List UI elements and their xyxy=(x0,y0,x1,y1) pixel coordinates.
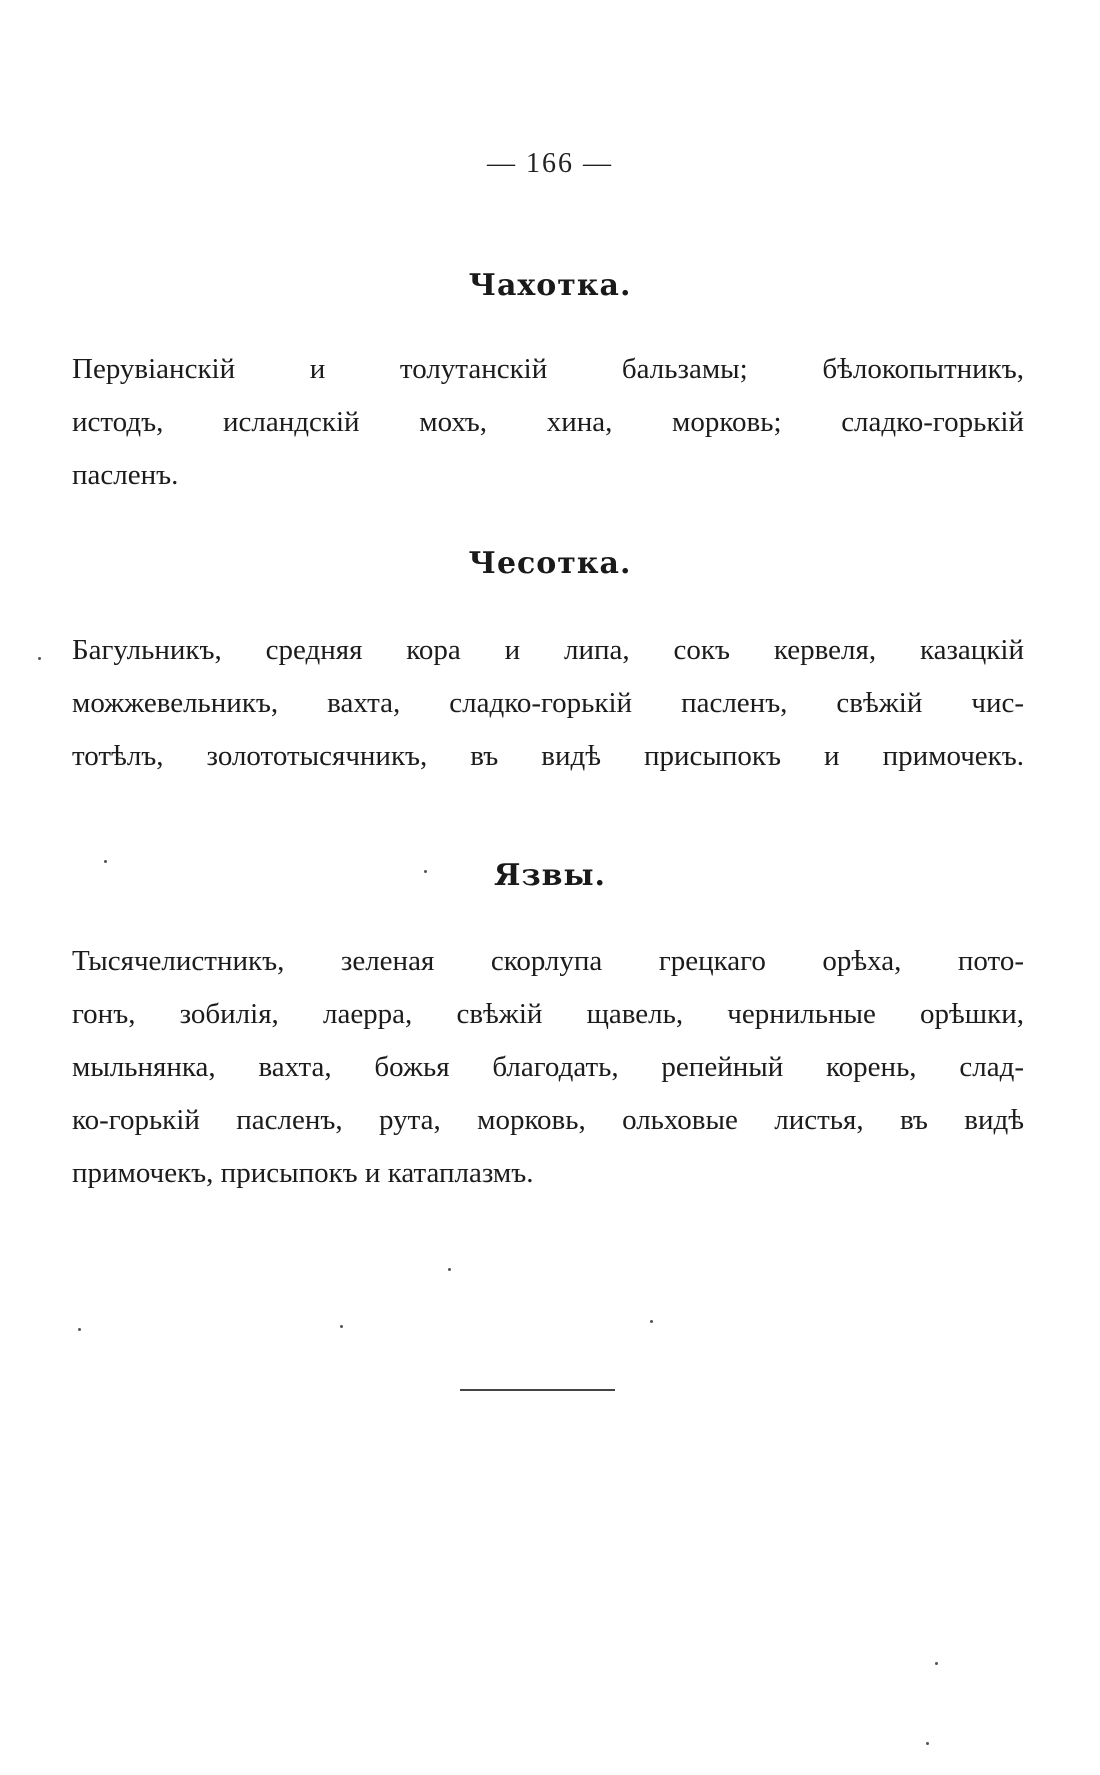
text-line: мыльнянка, вахта, божья благодать, репейный корень, слад- xyxy=(72,1051,1024,1083)
text-line: можжевельникъ, вахта, сладко-горькій пасленъ, свѣжій чис- xyxy=(72,687,1024,719)
text-line: истодъ, исландскій мохъ, хина, морковь; сладко-горькій xyxy=(72,406,1024,438)
text-line: примочекъ, присыпокъ и катаплазмъ. xyxy=(72,1157,534,1189)
page-number: — 166 — xyxy=(487,148,613,179)
scan-speck xyxy=(340,1325,343,1328)
end-rule-divider xyxy=(460,1389,615,1391)
text-line: пасленъ. xyxy=(72,459,179,491)
text-line: ко-горькій пасленъ, рута, морковь, ольховые листья, въ видѣ xyxy=(72,1104,1024,1136)
text-line: Багульникъ, средняя кора и липа, сокъ кервеля, казацкій xyxy=(72,634,1024,666)
text-line: тотѣлъ, золототысячникъ, въ видѣ присыпокъ и примочекъ. xyxy=(72,740,1024,772)
text-line: Тысячелистникъ, зеленая скорлупа грецкаго орѣха, пото- xyxy=(72,945,1024,977)
scan-speck xyxy=(38,657,41,660)
section-heading-chakhotka: Чахотка. xyxy=(468,268,632,303)
scan-speck xyxy=(926,1742,929,1745)
text-line: Перувіанскій и толутанскій бальзамы; бѣлокопытникъ, xyxy=(72,353,1024,385)
scan-speck xyxy=(424,870,427,873)
scan-speck xyxy=(104,860,107,863)
section-text-chakhotka xyxy=(72,343,1024,502)
section-heading-chesotka: Чесотка. xyxy=(468,546,632,581)
text-line: гонъ, зобилія, лаерра, свѣжій щавель, чернильные орѣшки, xyxy=(72,998,1024,1030)
section-text-yazvy xyxy=(72,935,1024,1200)
section-heading-yazvy: Язвы. xyxy=(494,858,606,893)
scan-speck xyxy=(78,1328,81,1331)
scan-speck xyxy=(650,1320,653,1323)
scan-speck xyxy=(935,1662,938,1665)
scan-speck xyxy=(448,1268,451,1271)
section-text-chesotka xyxy=(72,624,1024,783)
